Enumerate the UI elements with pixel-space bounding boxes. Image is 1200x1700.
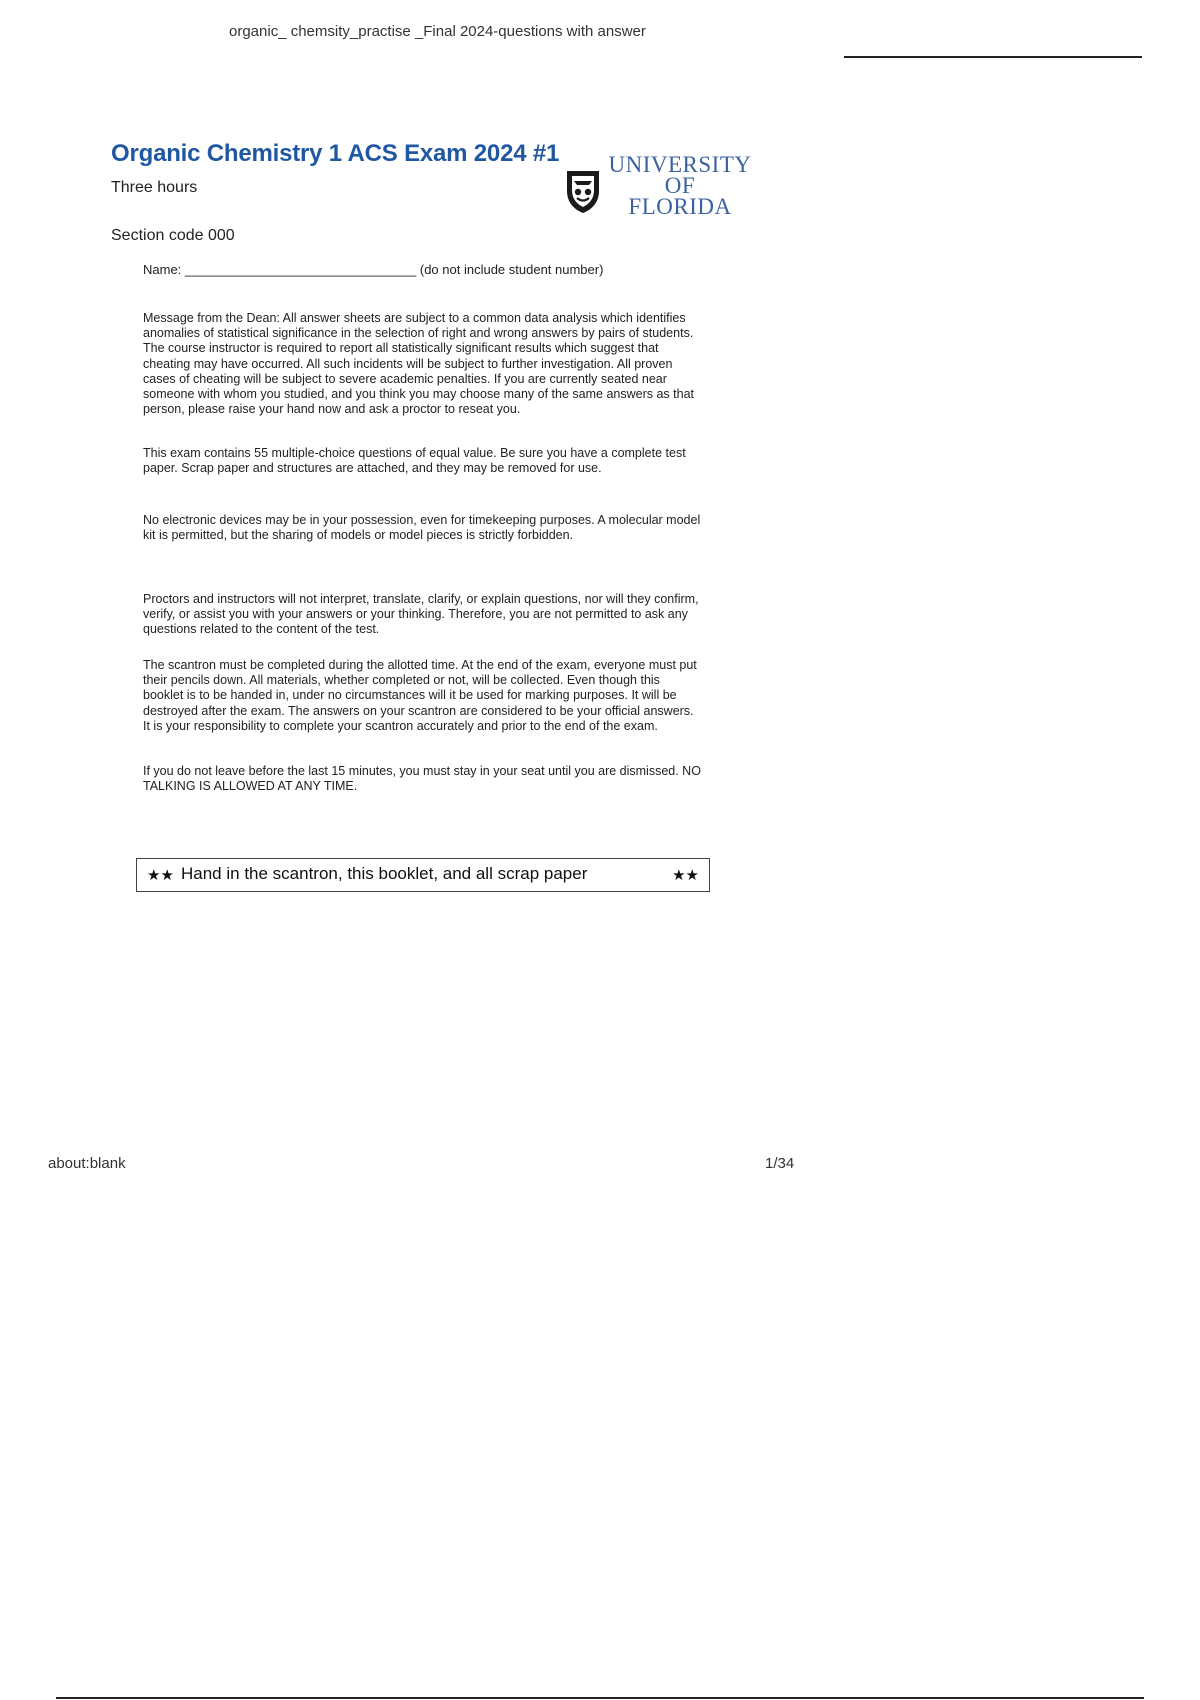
shield-crest-icon [563,167,603,215]
header-rule [844,56,1142,58]
star-icon-right: ★★ [672,867,699,884]
footer-rule [56,1697,1144,1699]
scantron-paragraph: The scantron must be completed during the allotted time. At the end of the exam, everyone must put their pencils down. All materials, whether completed or not, will be collected. Even though this booklet is to be handed in, under no circumstances will it be used for marking purposes. It will be destroyed after the exam. The answers on your scantron are considered to be your official answers. It is your responsibility to complete your scantron accurately and prior to the end of the exam. [143,658,697,733]
logo-line-1: UNIVERSITY [608,152,752,177]
logo-line-2: OF [664,173,696,198]
hand-in-text: Hand in the scantron, this booklet, and all scrap paper [181,864,588,883]
logo-line-3: FLORIDA [628,194,732,219]
star-icon-left: ★★ [147,867,174,884]
name-field: Name: ________________________________ (do not include student number) [143,262,604,277]
exam-duration: Three hours [111,179,198,196]
devices-paragraph: No electronic devices may be in your possession, even for timekeeping purposes. A molecular model kit is permitted, but the sharing of models or model pieces is strictly forbidden. [143,513,701,543]
footer-url: about:blank [48,1155,126,1172]
hand-in-notice [136,858,710,892]
university-logo [563,154,763,224]
page-indicator: 1/34 [765,1155,795,1172]
browser-header-title: organic_ chemsity_practise _Final 2024-questions with answer [229,23,646,40]
leave-policy-paragraph: If you do not leave before the last 15 minutes, you must stay in your seat until you are dismissed. NO TALKING IS ALLOWED AT ANY TIME. [143,764,701,794]
dean-message: Message from the Dean: All answer sheets are subject to a common data analysis which identifies anomalies of statistical significance in the selection of right and wrong answers by pairs of students. The course instructor is required to report all statistically significant results which suggest that cheating may have occurred. All such incidents will be subject to further investigation. All proven cases of cheating will be subject to severe academic penalties. If you are currently seated near someone with whom you studied, and you think you may choose many of the same answers as that person, please raise your hand now and ask a proctor to reseat you. [143,311,694,417]
exam-info-paragraph: This exam contains 55 multiple-choice questions of equal value. Be sure you have a complete test paper. Scrap paper and structures are attached, and they may be removed for use. [143,446,686,476]
exam-title: Organic Chemistry 1 ACS Exam 2024 #1 [111,140,560,167]
university-name [605,154,755,217]
section-code: Section code 000 [111,227,235,244]
proctors-paragraph: Proctors and instructors will not interpret, translate, clarify, or explain questions, nor will they confirm, verify, or assist you with your answers or your thinking. Therefore, you are not permitted to ask any questions related to the content of the test. [143,592,699,637]
